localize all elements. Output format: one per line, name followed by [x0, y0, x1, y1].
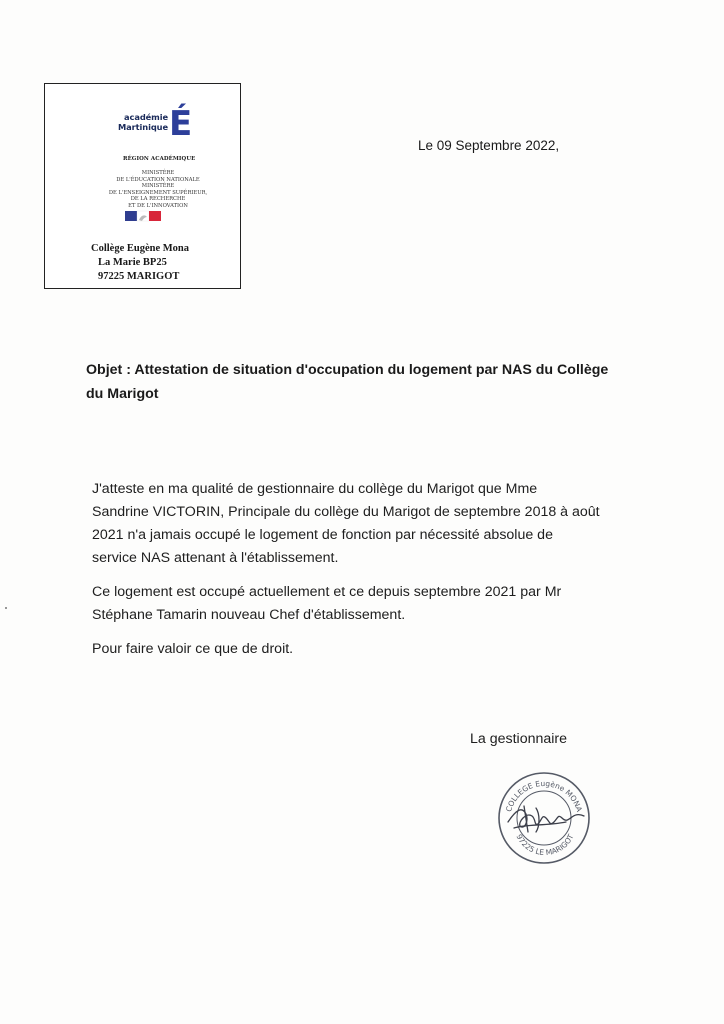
college-address: Collège Eugène Mona La Marie BP25 97225 MARIGOT — [91, 243, 189, 282]
logo-text: académie Martinique — [118, 112, 168, 132]
paragraph-occupation: Ce logement est occupé actuellement et ce depuis septembre 2021 par Mr Stéphane Tamarin nouveau Chef d'établissement. — [92, 584, 562, 623]
signer-title: La gestionnaire — [470, 731, 568, 747]
letter-date: Le 09 Septembre 2022, — [418, 138, 560, 153]
official-stamp — [496, 770, 592, 866]
letter-subject: Objet : Attestation de situation d'occupation du logement par NAS du Collège du Marigot — [86, 362, 609, 402]
region-label: RÉGION ACADÉMIQUE — [123, 156, 196, 162]
academie-logo — [105, 106, 225, 156]
paragraph-attestation: J'atteste en ma qualité de gestionnaire du collège du Marigot que Mme Sandrine VICTORIN, Principale du collège du Marigot de septembre 2018 à août 2021 n'a jamais occupé le logement de fonction par nécessité absolue de service NAS attenant à l'établissement. — [92, 481, 600, 566]
ministry-lines: MINISTÈRE DE L'ÉDUCATION NATIONALE MINISTÈRE DE L'ENSEIGNEMENT SUPÉRIEUR, DE LA RECHERCHE ET DE L'INNOVATION — [108, 170, 208, 209]
svg-text:97225 LE MARIGOT: 97225 LE MARIGOT — [514, 832, 576, 858]
svg-text:COLLEGE Eugène MONA: COLLEGE Eugène MONA — [504, 778, 584, 813]
letter-body — [92, 478, 640, 672]
scan-speck — [5, 607, 7, 609]
letterhead-box — [44, 83, 241, 289]
logo-letter: É — [169, 104, 193, 144]
paragraph-closing: Pour faire valoir ce que de droit. — [92, 641, 294, 657]
marianne-flag-icon — [123, 208, 163, 226]
